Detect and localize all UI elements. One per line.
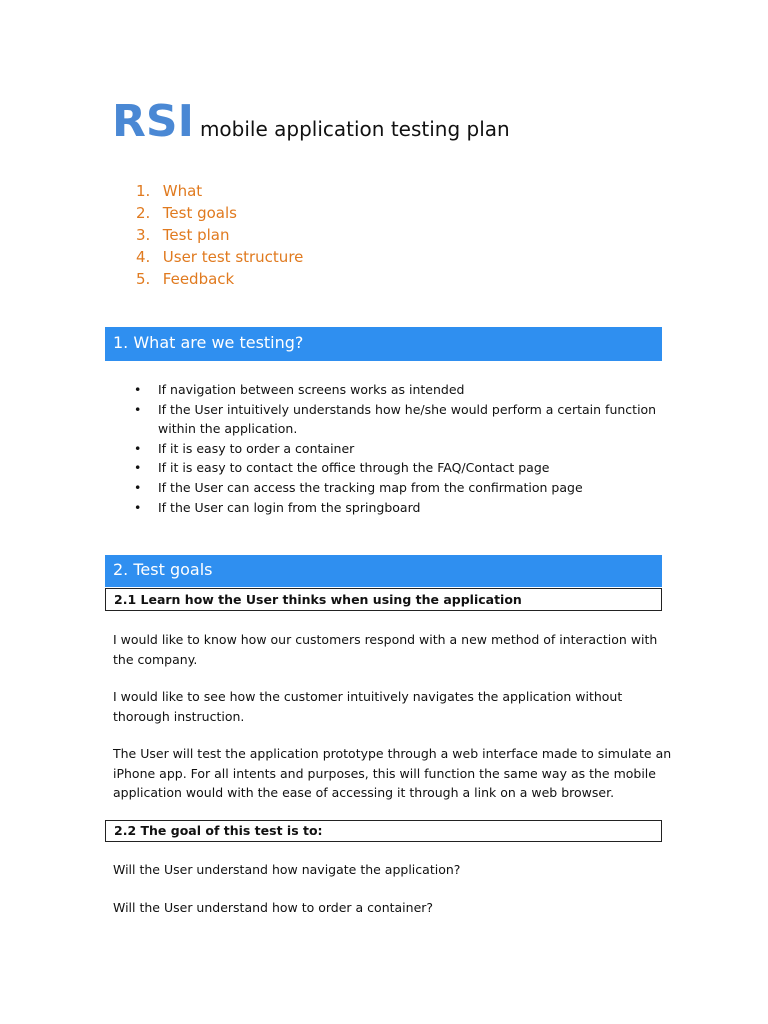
toc-item-user-test-structure[interactable]: 4. User test structure bbox=[136, 248, 304, 266]
document-title bbox=[112, 96, 510, 147]
brand-name: RSI bbox=[112, 96, 194, 147]
subsection-heading-learn: 2.1 Learn how the User thinks when using the application bbox=[105, 588, 662, 611]
toc-item-test-goals[interactable]: 2. Test goals bbox=[136, 204, 237, 222]
list-item: • If navigation between screens works as intended bbox=[130, 380, 670, 400]
subsection-heading-goal: 2.2 The goal of this test is to: bbox=[105, 820, 662, 842]
list-item: • If the User can login from the springboard bbox=[130, 498, 670, 518]
bullet-icon: • bbox=[134, 401, 142, 417]
list-item: • If it is easy to contact the office through the FAQ/Contact page bbox=[130, 458, 670, 478]
bullet-icon: • bbox=[134, 382, 142, 397]
bullet-icon: • bbox=[134, 460, 142, 476]
list-item: • If it is easy to order a container bbox=[130, 439, 670, 459]
bullet-icon: • bbox=[134, 479, 142, 495]
paragraph: I would like to see how the customer intuitively navigates the application without thorough instruction. bbox=[113, 689, 623, 724]
bullet-icon: • bbox=[134, 499, 142, 515]
bullet-icon: • bbox=[134, 440, 142, 456]
list-item: • If the User intuitively understands how he/she would perform a certain function within the application. bbox=[134, 401, 657, 437]
section-heading-test-goals: 2. Test goals bbox=[105, 555, 662, 587]
paragraph: The User will test the application prototype through a web interface made to simulate an iPhone app. For all intents and purposes, this will function the same way as the mobile application would with the ease of accessing it through a link on a web browser. bbox=[113, 746, 672, 801]
question-paragraph: Will the User understand how navigate the application? bbox=[113, 862, 461, 877]
testing-bullet-list bbox=[130, 380, 670, 517]
toc-item-what[interactable]: 1. What bbox=[136, 182, 203, 200]
toc-item-test-plan[interactable]: 3. Test plan bbox=[136, 226, 230, 244]
document-subtitle: mobile application testing plan bbox=[199, 117, 510, 141]
section-heading-what: 1. What are we testing? bbox=[105, 327, 662, 361]
table-of-contents bbox=[136, 180, 303, 290]
question-paragraph: Will the User understand how to order a container? bbox=[113, 900, 434, 915]
toc-item-feedback[interactable]: 5. Feedback bbox=[136, 270, 235, 288]
list-item: • If the User can access the tracking map from the confirmation page bbox=[130, 478, 670, 498]
paragraph: I would like to know how our customers respond with a new method of interaction with the company. bbox=[113, 632, 658, 667]
